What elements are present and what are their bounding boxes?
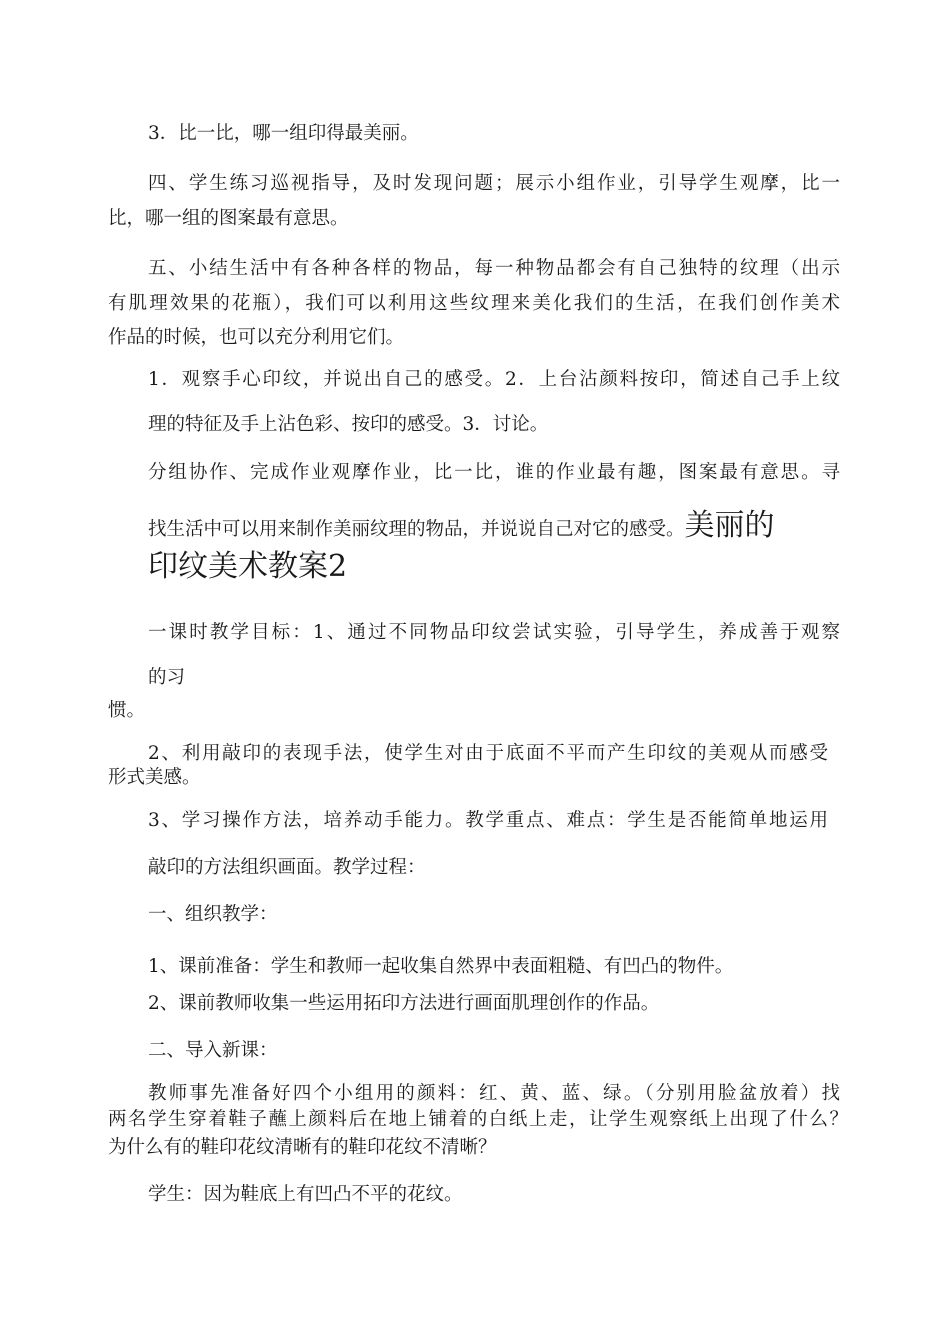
paragraph-line: 3．比一比，哪一组印得最美丽。 (148, 123, 419, 144)
paragraph-line: 比，哪一组的图案最有意思。 (108, 208, 349, 229)
paragraph-line: 1、课前准备：学生和教师一起收集自然界中表面粗糙、有凹凸的物件。 (148, 956, 734, 977)
paragraph-line: 3、学习操作方法，培养动手能力。教学重点、难点：学生是否能简单地运用 (148, 810, 828, 831)
paragraph-line-text: 找生活中可以用来制作美丽纹理的物品，并说说自己对它的感受。 (148, 519, 685, 540)
paragraph-line: 为什么有的鞋印花纹清晰有的鞋印花纹不清晰？ (108, 1137, 497, 1158)
paragraph-line: 学生：因为鞋底上有凹凸不平的花纹。 (148, 1184, 463, 1205)
paragraph-line: 作品的时候，也可以充分利用它们。 (108, 327, 405, 348)
paragraph-line: 两名学生穿着鞋子蘸上颜料后在地上铺着的白纸上走，让学生观察纸上出现了什么？ (108, 1109, 848, 1130)
paragraph-line: 的习 (148, 667, 186, 688)
section-title-part: 美丽的 (684, 508, 775, 543)
paragraph-line: 有肌理效果的花瓶），我们可以利用这些纹理来美化我们的生活，在我们创作美术 (108, 293, 840, 314)
paragraph-line: 一课时教学目标：1、通过不同物品印纹尝试实验，引导学生，养成善于观察 (148, 622, 840, 643)
paragraph-line: 敲印的方法组织画面。教学过程： (148, 857, 426, 878)
paragraph-line: 五、小结生活中有各种各样的物品，每一种物品都会有自己独特的纹理（出示 (148, 258, 840, 279)
paragraph-line: 一、组织教学： (148, 904, 278, 925)
paragraph-line: 教师事先准备好四个小组用的颜料：红、黄、蓝、绿。（分别用脸盆放着）找 (148, 1083, 840, 1104)
paragraph-line: 2、课前教师收集一些运用拓印方法进行画面肌理创作的作品。 (148, 993, 660, 1014)
paragraph-line: 惯。 (108, 700, 146, 721)
paragraph-line: 2、利用敲印的表现手法，使学生对由于底面不平而产生印纹的美观从而感受 (148, 743, 828, 764)
paragraph-line: 分组协作、完成作业观摩作业，比一比，谁的作业最有趣，图案最有意思。寻 (148, 462, 840, 483)
paragraph-line: 1．观察手心印纹，并说出自己的感受。2．上台沾颜料按印，简述自己手上纹 (148, 369, 840, 390)
paragraph-line (148, 508, 775, 544)
section-title: 印纹美术教案2 (148, 549, 348, 584)
paragraph-line: 二、导入新课： (148, 1040, 278, 1061)
paragraph-line: 四、学生练习巡视指导，及时发现问题；展示小组作业，引导学生观摩，比一 (148, 173, 840, 194)
paragraph-line: 形式美感。 (108, 767, 201, 788)
paragraph-line: 理的特征及手上沾色彩、按印的感受。3．讨论。 (148, 414, 549, 435)
